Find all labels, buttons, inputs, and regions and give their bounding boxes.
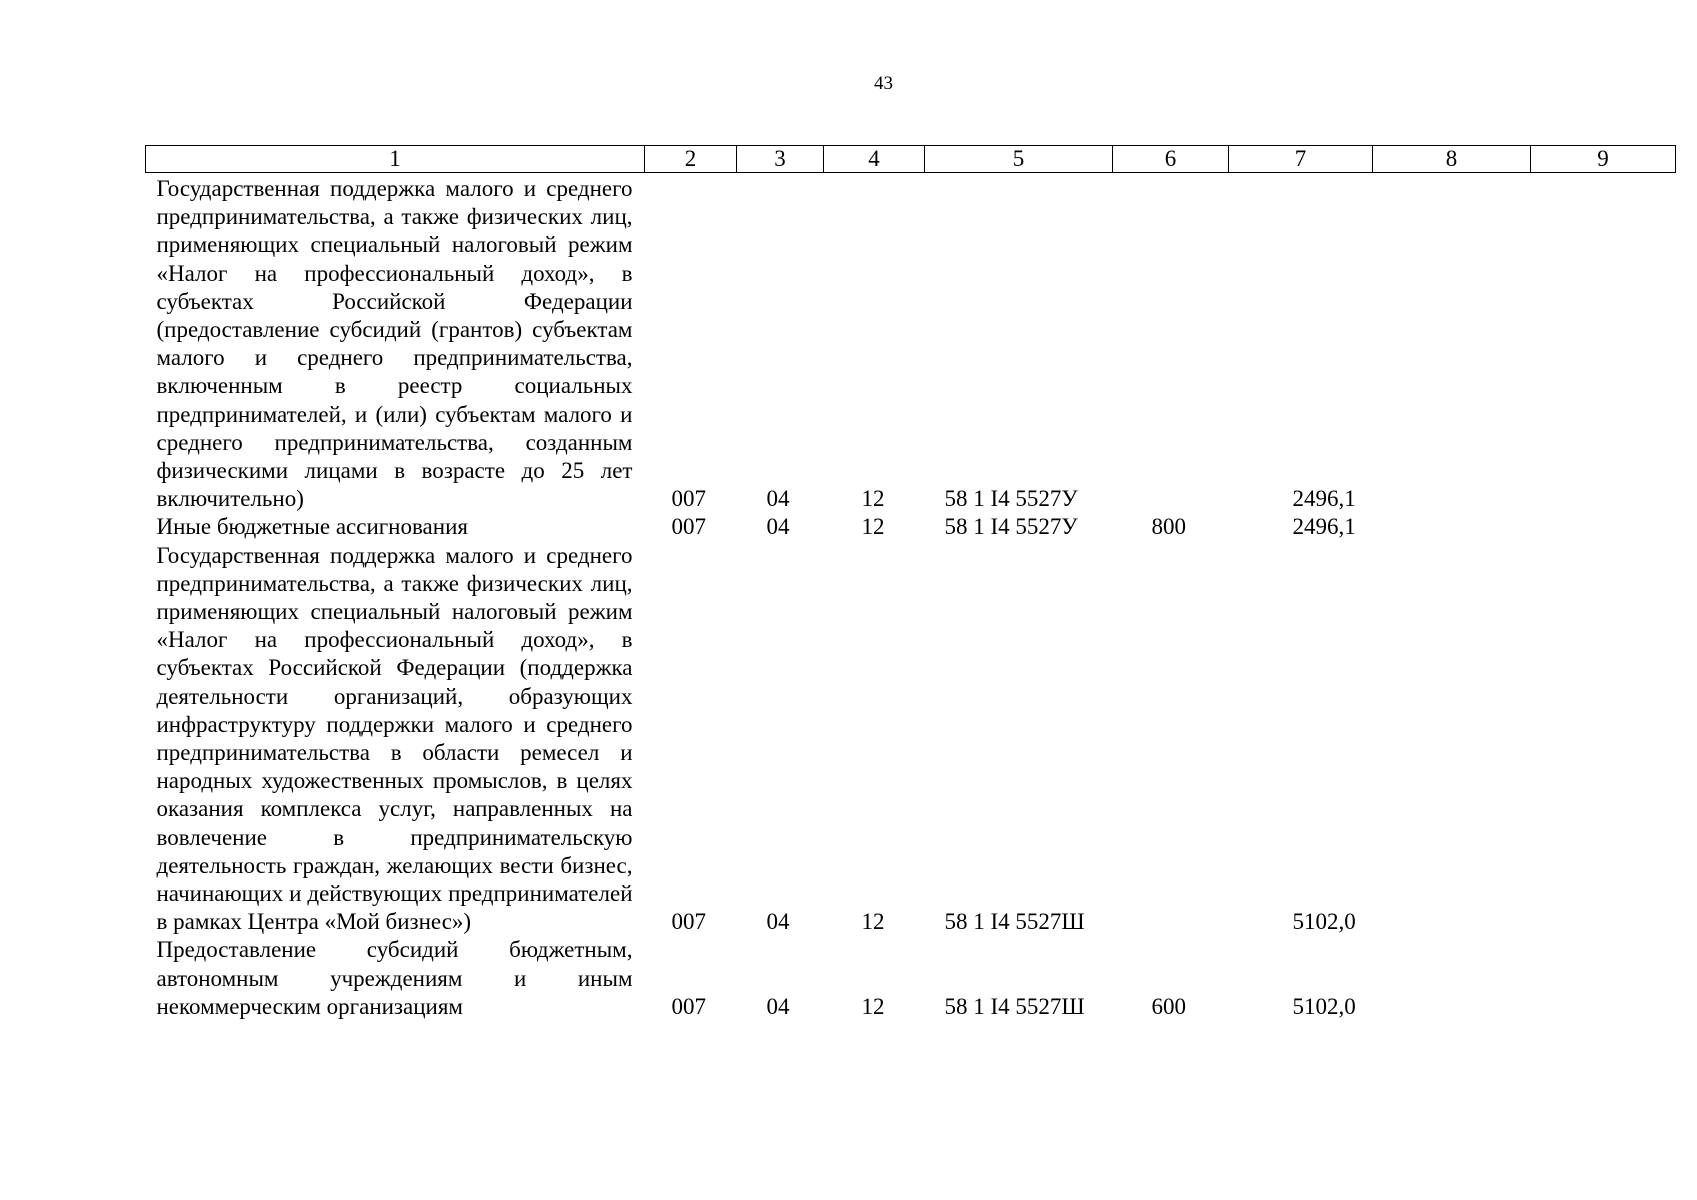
- row-col-9: [1531, 936, 1676, 1021]
- row-col-8: [1373, 173, 1531, 514]
- row-subsection-code: 12: [861, 909, 885, 935]
- row-col-8: [1373, 936, 1531, 1021]
- row-col-9: [1531, 173, 1676, 514]
- row-target-article: 58 1 I4 5527Ш: [944, 993, 1085, 1019]
- row-section-code: 04: [766, 514, 790, 540]
- row-expense-type: [1113, 173, 1229, 514]
- row-subsection-code: 12: [861, 514, 885, 540]
- row-target-article: 58 1 I4 5527У: [944, 486, 1078, 512]
- row-ministry-code: 007: [671, 486, 706, 512]
- column-header-4: 4: [824, 146, 925, 173]
- row-expense-type: 800: [1151, 514, 1186, 540]
- budget-table: [145, 145, 1676, 1021]
- row-target-article: 58 1 I4 5527У: [944, 514, 1078, 540]
- row-ministry-code: 007: [671, 909, 706, 935]
- column-header-6: 6: [1113, 146, 1229, 173]
- row-amount: 2496,1: [1292, 514, 1356, 540]
- row-amount: 5102,0: [1292, 909, 1356, 935]
- row-amount: 2496,1: [1292, 486, 1356, 512]
- column-header-3: 3: [737, 146, 824, 173]
- column-header-7: 7: [1229, 146, 1373, 173]
- column-header-8: 8: [1373, 146, 1531, 173]
- column-header-9: 9: [1531, 146, 1676, 173]
- row-subsection-code: 12: [861, 993, 885, 1019]
- row-section-code: 04: [766, 993, 790, 1019]
- row-subsection-code: 12: [861, 486, 885, 512]
- table-row: [146, 542, 1676, 937]
- row-name: Государственная поддержка малого и среднего предпринимательства, а также физических лиц, применяющих специальный налоговый режим «Налог на профессиональный доход», в субъектах Российской Федерации (поддержка деятельности организаций, образующих инфраструктуру поддержки малого и среднего предпринимательства в области ремесел и народных художественных промыслов, в целях оказания комплекса услуг, направленных на вовлечение в предпринимательскую деятельность граждан, желающих вести бизнес, начинающих и действующих предпринимателей в рамках Центра «Мой бизнес»): [156, 542, 633, 935]
- row-name: Предоставление субсидий бюджетным, автономным учреждениям и иным некоммерческим организациям: [156, 937, 633, 1019]
- row-expense-type: 600: [1151, 993, 1186, 1019]
- row-col-9: [1531, 513, 1676, 541]
- page-number: 43: [874, 73, 893, 94]
- column-header-5: 5: [925, 146, 1113, 173]
- row-amount: 5102,0: [1292, 993, 1356, 1019]
- row-col-9: [1531, 542, 1676, 937]
- row-col-8: [1373, 513, 1531, 541]
- table-row: [146, 173, 1676, 514]
- table-header-row: [146, 146, 1676, 173]
- row-ministry-code: 007: [671, 514, 706, 540]
- row-ministry-code: 007: [671, 993, 706, 1019]
- row-section-code: 04: [766, 486, 790, 512]
- row-col-8: [1373, 542, 1531, 937]
- row-expense-type: [1113, 542, 1229, 937]
- column-header-1: 1: [146, 146, 645, 173]
- table-row: [146, 936, 1676, 1021]
- table-row: [146, 513, 1676, 541]
- row-name: Иные бюджетные ассигнования: [156, 514, 468, 540]
- column-header-2: 2: [645, 146, 737, 173]
- row-name: Государственная поддержка малого и среднего предпринимательства, а также физических лиц, применяющих специальный налоговый режим «Налог на профессиональный доход», в субъектах Российской Федерации (предоставление субсидий (грантов) субъектам малого и среднего предпринимательства, включенным в реестр социальных предпринимателей, и (или) субъектам малого и среднего предпринимательства, созданным физическими лицами в возрасте до 25 лет включительно): [156, 176, 633, 512]
- row-target-article: 58 1 I4 5527Ш: [944, 909, 1085, 935]
- row-section-code: 04: [766, 909, 790, 935]
